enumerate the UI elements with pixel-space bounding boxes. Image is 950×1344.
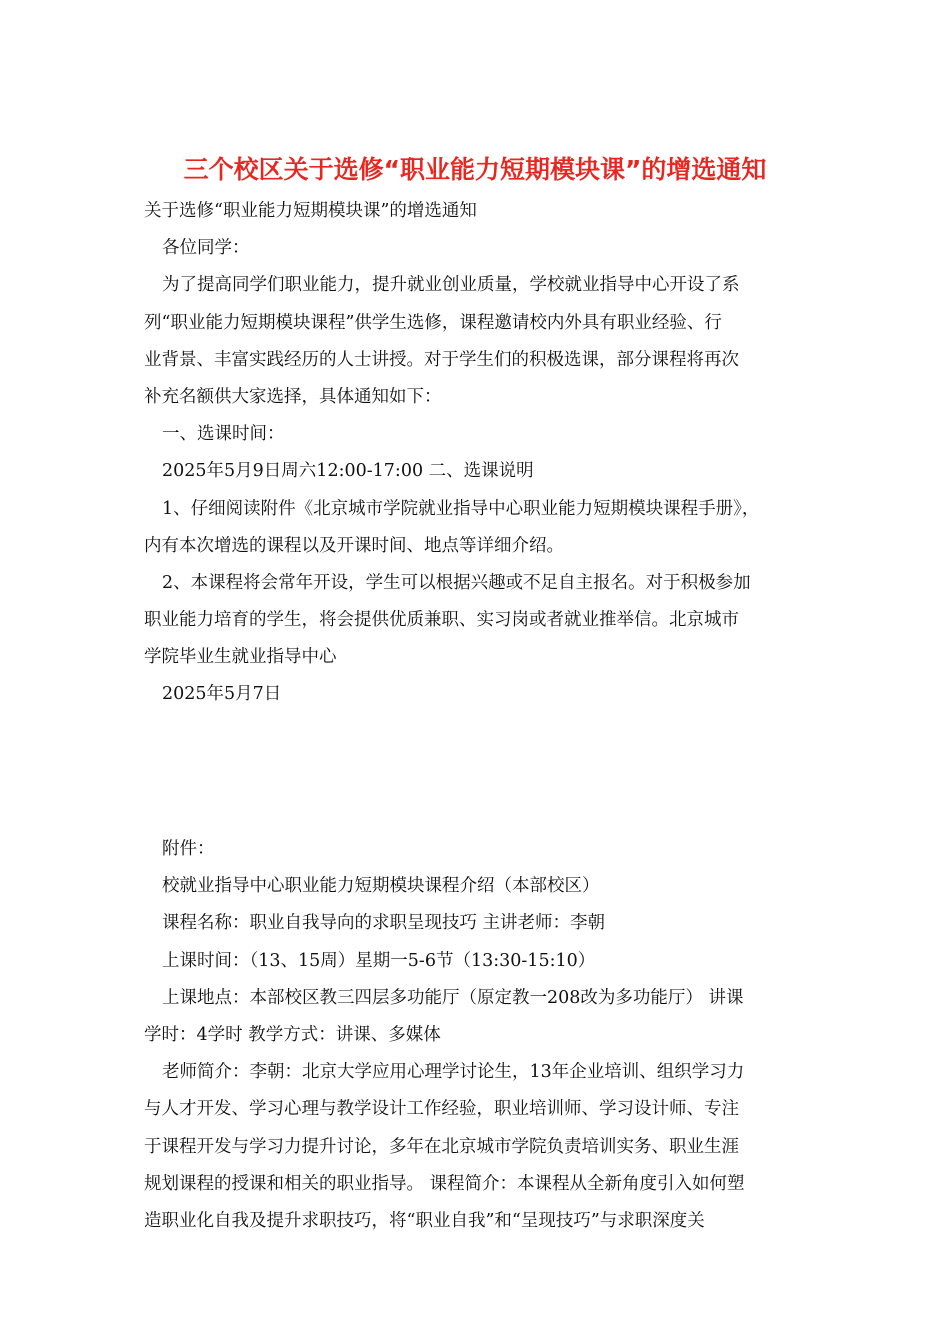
paragraph-line: 各位同学：	[162, 238, 250, 259]
paragraph-line: 一、选课时间：	[162, 424, 285, 445]
paragraph-line: 学院毕业生就业指导中心	[144, 647, 337, 668]
paragraph-line: 附件：	[162, 839, 215, 859]
paragraph-line: 为了提高同学们职业能力，提升就业创业质量，学校就业指导中心开设了系	[162, 275, 740, 296]
paragraph-line: 校就业指导中心职业能力短期模块课程介绍（本部校区）	[162, 876, 600, 897]
notice-body	[144, 193, 806, 714]
document-title: 三个校区关于选修“职业能力短期模块课”的增选通知	[183, 155, 767, 184]
paragraph-line: 上课地点：本部校区教三四层多功能厅（原定教一208改为多功能厅） 讲课	[162, 987, 744, 1008]
paragraph-line: 职业能力培育的学生，将会提供优质兼职、实习岗或者就业推举信。北京城市	[144, 610, 739, 631]
paragraph-line: 2025年5月9日周六12:00-17:00 二、选课说明	[162, 461, 534, 482]
paragraph-line: 2025年5月7日	[162, 684, 282, 705]
paragraph-line: 补充名额供大家选择，具体通知如下：	[144, 386, 442, 407]
paragraph-line: 与人才开发、学习心理与教学设计工作经验，职业培训师、学习设计师、专注	[144, 1099, 739, 1120]
paragraph-line: 关于选修“职业能力短期模块课”的增选通知	[144, 201, 477, 221]
paragraph-line: 学时：4学时 教学方式：讲课、多媒体	[144, 1024, 441, 1045]
attachment-section	[144, 831, 806, 1240]
paragraph-line: 内有本次增选的课程以及开课时间、地点等详细介绍。	[144, 535, 564, 556]
paragraph-line: 2、本课程将会常年开设，学生可以根据兴趣或不足自主报名。对于积极参加	[162, 572, 751, 593]
paragraph-line: 老师简介：李朝：北京大学应用心理学讨论生，13年企业培训、组织学习力	[162, 1062, 745, 1083]
paragraph-line: 列“职业能力短期模块课程”供学生选修，课程邀请校内外具有职业经验、行	[144, 312, 722, 333]
paragraph-line: 业背景、丰富实践经历的人士讲授。对于学生们的积极选课，部分课程将再次	[144, 349, 739, 370]
paragraph-line: 1、仔细阅读附件《北京城市学院就业指导中心职业能力短期模块课程手册》，	[162, 498, 760, 519]
paragraph-line: 上课时间：（13、15周）星期一5-6节（13:30-15:10）	[162, 950, 596, 971]
paragraph-line: 造职业化自我及提升求职技巧，将“职业自我”和“呈现技巧”与求职深度关	[144, 1210, 705, 1231]
paragraph-line: 课程名称：职业自我导向的求职呈现技巧 主讲老师：李朝	[162, 913, 606, 934]
paragraph-line: 于课程开发与学习力提升讨论，多年在北京城市学院负责培训实务、职业生涯	[144, 1136, 739, 1157]
paragraph-line: 规划课程的授课和相关的职业指导。 课程简介：本课程从全新角度引入如何塑	[144, 1173, 745, 1194]
